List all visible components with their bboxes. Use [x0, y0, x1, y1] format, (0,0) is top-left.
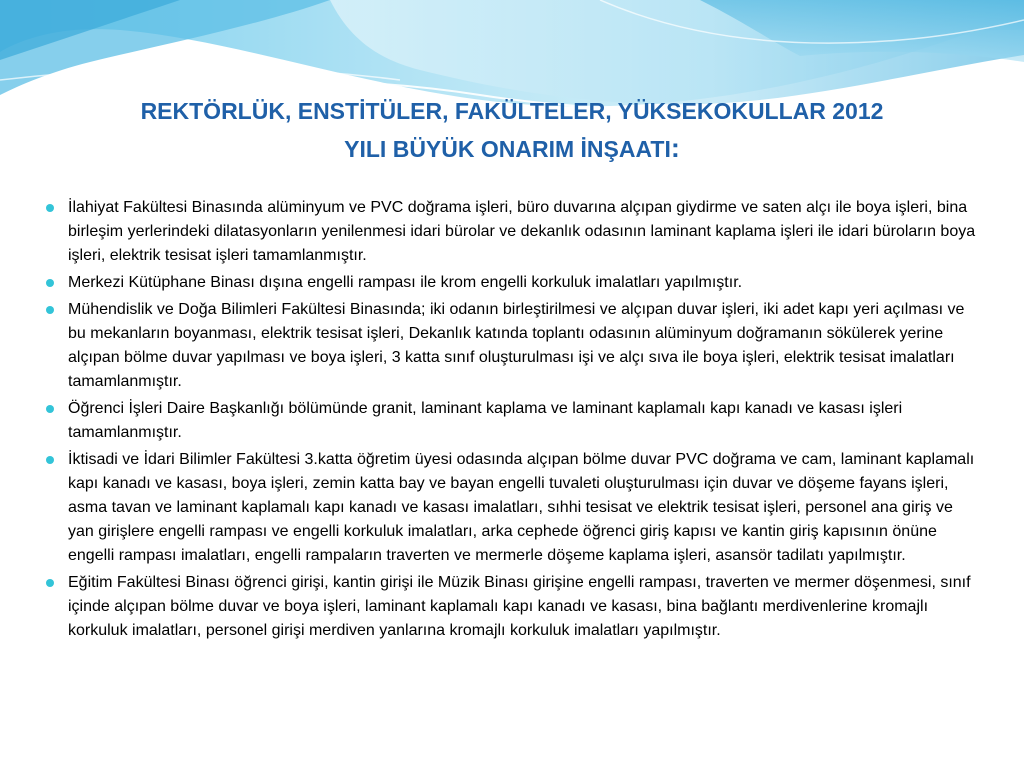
- bullet-dot-icon: [46, 405, 54, 413]
- bullet-item: [46, 196, 980, 268]
- bullet-dot-icon: [46, 579, 54, 587]
- bullet-text: İlahiyat Fakültesi Binasında alüminyum ve PVC doğrama işleri, büro duvarına alçıpan giydirme ve saten alçı ile boya işleri, bina birleşim yerlerindeki dilatasyonların yenilenmesi idari bürolar ve dekanlık odasının laminant kaplama işleri ile idari büroların boya işleri, elektrik tesisat işleri tamamlanmıştır.: [68, 199, 976, 264]
- bullet-list: [46, 196, 980, 646]
- title-line-2: YILI BÜYÜK ONARIM İNŞAATI: [344, 136, 671, 162]
- bullet-dot-icon: [46, 456, 54, 464]
- bullet-text: Eğitim Fakültesi Binası öğrenci girişi, kantin girişi ile Müzik Binası girişine engelli rampası, traverten ve mermer döşenmesi, sınıf içinde alçıpan bölme duvar ve boya işleri, laminant kaplamalı kapı kanadı ve kasası, bina bağlantı merdivenlerine kromajlı korkuluk imalatları, personel girişi merdiven yanlarına kromajlı korkuluk imalatları yapılmıştır.: [68, 574, 971, 639]
- title-line-1: REKTÖRLÜK, ENSTİTÜLER, FAKÜLTELER, YÜKSEKOKULLAR 2012: [140, 98, 884, 124]
- bullet-text: Öğrenci İşleri Daire Başkanlığı bölümünde granit, laminant kaplama ve laminant kaplamalı kapı kanadı ve kasası işleri tamamlanmıştır.: [68, 400, 903, 441]
- bullet-item: [46, 571, 980, 643]
- slide-title: [40, 93, 984, 168]
- bullet-item: [46, 298, 980, 394]
- bullet-item: [46, 271, 980, 295]
- title-colon: :: [670, 133, 680, 163]
- bullet-text: Merkezi Kütüphane Binası dışına engelli rampası ile krom engelli korkuluk imalatları yapılmıştır.: [68, 274, 743, 291]
- bullet-dot-icon: [46, 279, 54, 287]
- bullet-text: İktisadi ve İdari Bilimler Fakültesi 3.katta öğretim üyesi odasında alçıpan bölme duvar PVC doğrama ve cam, laminant kaplamalı kapı kanadı ve kasası, boya işleri, zemin katta bay ve bayan engelli tuvaleti oluşturulması için duvar ve döşeme fayans işleri, asma tavan ve laminant kaplamalı kapı kanadı ve kasası imalatları, sıhhi tesisat ve elektrik tesisat işleri, personel ana giriş ve yan girişlere engelli rampası ve engelli korkuluk imalatları, arka cephede öğrenci giriş kapısı ve kantin giriş kapısının önüne engelli rampası imalatları, engelli rampaların traverten ve mermerle döşeme kaplama işleri, asansör tadilatı yapılmıştır.: [68, 451, 975, 564]
- bullet-item: [46, 448, 980, 568]
- bullet-text: Mühendislik ve Doğa Bilimleri Fakültesi Binasında; iki odanın birleştirilmesi ve alçıpan duvar işleri, iki adet kapı yeri açılması ve bu mekanların boyanması, elektrik tesisat işleri, Dekanlık katında toplantı odasının alüminyum doğramanın sökülerek yerine alçıpan bölme duvar yapılması ve boya işleri, 3 katta sınıf oluşturulması işi ve alçı sıva ile boya işleri, elektrik tesisat imalatları tamamlanmıştır.: [68, 301, 965, 390]
- bullet-dot-icon: [46, 306, 54, 314]
- bullet-item: [46, 397, 980, 445]
- bullet-dot-icon: [46, 204, 54, 212]
